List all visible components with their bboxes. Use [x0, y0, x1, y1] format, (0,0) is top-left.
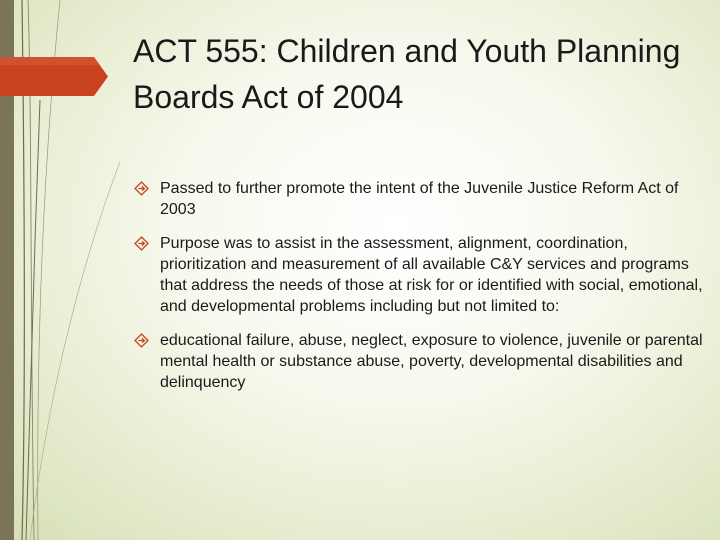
bullet-text: Purpose was to assist in the assessment, alignment, coordination, prioritization and measurement of all available C&Y services and programs that address the needs of those at risk for or identified with social, emotional, and developmental problems including but not limited to: — [160, 235, 703, 315]
diamond-arrow-icon — [134, 333, 149, 348]
bullet-text: educational failure, abuse, neglect, exposure to violence, juvenile or parental mental health or substance abuse, poverty, developmental disabilities and delinquency — [160, 332, 703, 391]
bullet-item — [133, 178, 705, 220]
bullet-item — [133, 233, 705, 317]
title-accent-tab — [0, 57, 108, 96]
diamond-arrow-icon — [134, 236, 149, 251]
bullet-text: Passed to further promote the intent of the Juvenile Justice Reform Act of 2003 — [160, 180, 679, 218]
bullet-list — [133, 178, 705, 406]
diamond-arrow-icon — [134, 181, 149, 196]
slide-title: ACT 555: Children and Youth Planning Boards Act of 2004 — [133, 33, 681, 115]
bullet-item — [133, 330, 705, 393]
